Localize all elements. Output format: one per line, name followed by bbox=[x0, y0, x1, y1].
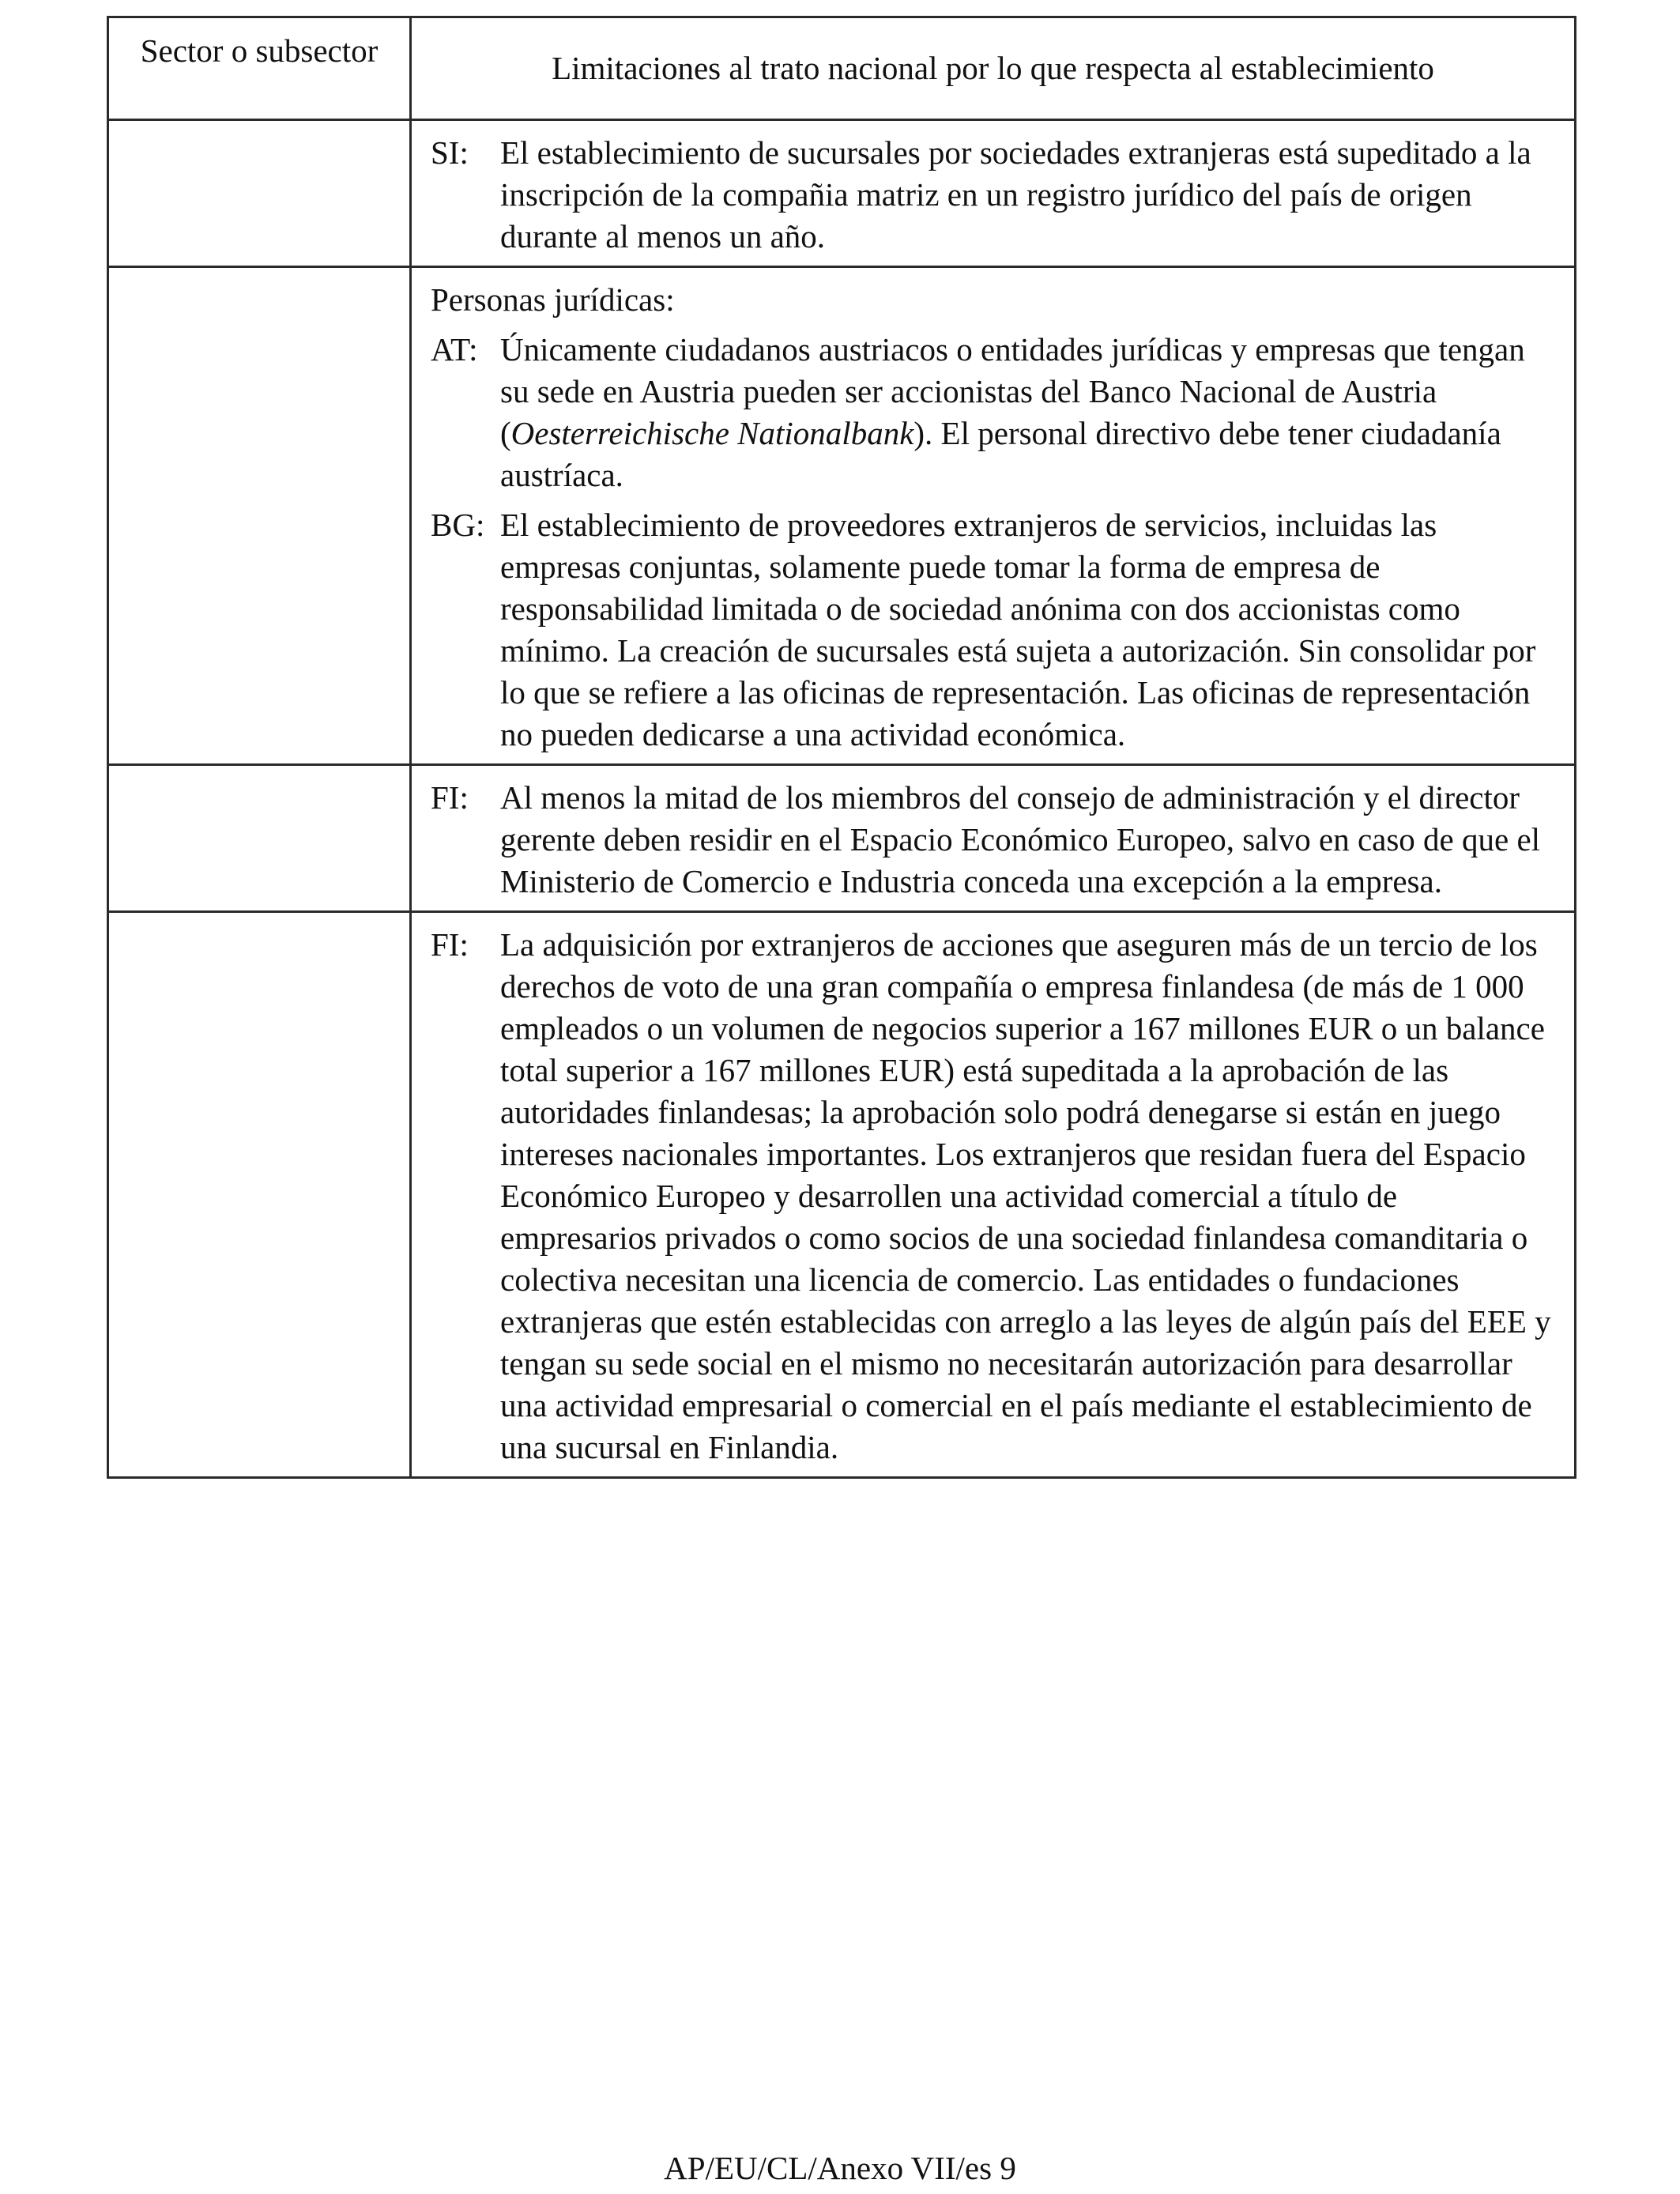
entry-text: Al menos la mitad de los miembros del consejo de administración y el director gerente deben residir en el Espacio Económico Europeo, salvo en caso de que el Ministerio de Comercio e Industria conceda una excepción a la empresa. bbox=[500, 779, 1541, 899]
entry-text: La adquisición por extranjeros de acciones que aseguren más de un tercio de los derechos de voto de una gran compañía o empresa finlandesa (de más de 1 000 empleados o un volumen de negocios superior a 167 millones EUR o un balance total superior a 167 millones EUR) está supeditada a la aprobación de las autoridades finlandesas; la aprobación solo podrá denegarse si están en juego intereses nacionales importantes. Los extranjeros que residan fuera del Espacio Económico Europeo y desarrollen una actividad comercial a título de empresarios privados o como socios de una sociedad finlandesa comanditaria o colectiva necesitan una licencia de comercio. Las entidades o fundaciones extranjeras que estén establecidas con arreglo a las leyes de algún país del EEE y tengan su sede social en el mismo no necesitarán autorización para desarrollar una actividad empresarial o comercial en el país mediante el establecimiento de una sucursal en Finlandia. bbox=[500, 926, 1551, 1465]
country-entry bbox=[431, 777, 1554, 903]
limitations-cell bbox=[411, 267, 1576, 765]
table-row bbox=[108, 267, 1576, 765]
sector-cell bbox=[108, 120, 411, 267]
limitations-cell bbox=[411, 120, 1576, 267]
country-entry bbox=[431, 329, 1554, 496]
country-code: AT: bbox=[431, 331, 478, 368]
country-entry bbox=[431, 132, 1554, 258]
entry-text: El establecimiento de sucursales por sociedades extranjeras está supeditado a la inscripción de la compañia matriz en un registro jurídico del país de origen durante al menos un año. bbox=[500, 134, 1531, 254]
header-sector: Sector o subsector bbox=[108, 17, 411, 120]
page-footer-reference: AP/EU/CL/Anexo VII/es 9 bbox=[664, 2150, 1016, 2186]
country-code: FI: bbox=[431, 926, 469, 963]
sector-cell bbox=[108, 765, 411, 912]
entry-text-part: ). El personal directivo debe tener ciudadanía austríaca. bbox=[500, 415, 1501, 493]
country-code: BG: bbox=[431, 507, 485, 543]
limitations-cell bbox=[411, 765, 1576, 912]
table-row bbox=[108, 912, 1576, 1478]
section-heading: Personas jurídicas: bbox=[431, 281, 675, 318]
header-limitations: Limitaciones al trato nacional por lo que respecta al establecimiento bbox=[411, 17, 1576, 120]
country-code: FI: bbox=[431, 779, 469, 816]
entry-text: El establecimiento de proveedores extranjeros de servicios, incluidas las empresas conjuntas, solamente puede tomar la forma de empresa de responsabilidad limitada o de sociedad anónima con dos accionistas como mínimo. La creación de sucursales está sujeta a autorización. Sin consolidar por lo que se refiere a las oficinas de representación. Las oficinas de representación no pueden dedicarse a una actividad económica. bbox=[500, 507, 1536, 752]
country-entry bbox=[431, 504, 1554, 756]
limitations-cell bbox=[411, 912, 1576, 1478]
table-row bbox=[108, 120, 1576, 267]
entry-text-italic: Oesterreichische Nationalbank bbox=[510, 415, 914, 451]
country-entry bbox=[431, 924, 1554, 1468]
limitations-table bbox=[107, 16, 1576, 1479]
entry-text bbox=[500, 329, 1554, 496]
table-row bbox=[108, 765, 1576, 912]
table-header-row bbox=[108, 17, 1576, 120]
country-code: SI: bbox=[431, 134, 469, 171]
entry-text-part: Únicamente ciudadanos austriacos o entidades jurídicas y empresas que tengan su sede en Austria pueden ser accionistas del Banco Nacional de Austria ( bbox=[500, 331, 1525, 451]
sector-cell bbox=[108, 912, 411, 1478]
sector-cell bbox=[108, 267, 411, 765]
